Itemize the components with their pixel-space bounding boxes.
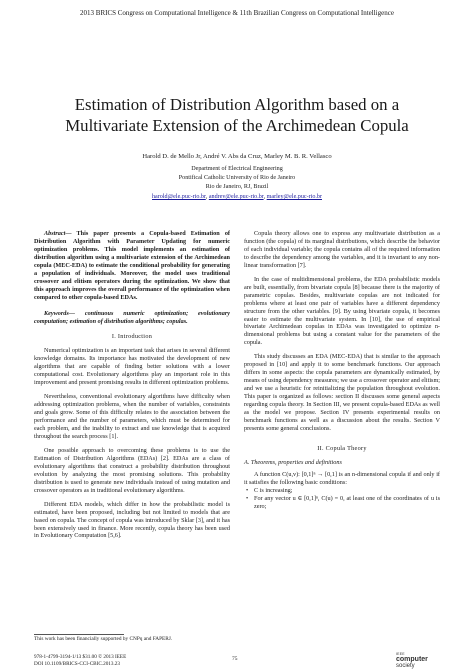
affiliation-department: Department of Electrical Engineering	[191, 166, 283, 172]
keywords	[34, 310, 230, 326]
logo-society-text: society	[396, 663, 415, 669]
section-heading-copula-theory: II. Copula Theory	[317, 444, 367, 452]
conference-header: 2013 BRICS Congress on Computational Intelligence & 11th Brazilian Congress on Computational Intelligence	[80, 9, 394, 17]
abstract-text: This paper presents a Copula-based Estimation of Distribution Algorithm with Parameter Updating for numeric optimization problems. This model implements an estimation of distribution algorithm using a multivariate extension of the Archimedean copula (MEC-EDA) to estimate the conditional probability for generating a population of individuals. Moreover, the model uses traditional crossover and elitism operators during the optimization. We show that this approach improves the overall performance of the optimization when compared to other copula-based EDAs.	[34, 230, 230, 301]
list-item: • For any vector u ∈ [0,1]ⁿ, C(u) = 0, at least one of the coordinates of u is zero;	[244, 495, 440, 511]
left-column	[34, 230, 230, 540]
definition-paragraph: A function C(u,v): [0,1]ⁿ → [0,1] is an n-dimensional copula if and only if it satisfies the following basic conditions:	[244, 470, 440, 486]
footnote-rule	[34, 634, 124, 635]
list-item: • C is increasing;	[244, 487, 440, 495]
subsection-heading: A. Theorems, properties and definitions	[244, 458, 342, 466]
footer-isbn: 978-1-4799-3194-1/13 $31.00 © 2013 IEEE	[34, 654, 127, 660]
section-heading-introduction: I. Introduction	[111, 333, 153, 341]
copula-paragraph-2: In the case of multidimensional problems, the EDA probabilistic models are built, essentially, from bivariate copula [8] because there is the majority of parametric copulas. Besides, multivariate copulas are not indicated for problems where at least one pair of variables have a different dependency structure from the other variables. [9]. By using bivariate copula, it becomes easier to estimate the multivariate system. In [10], the use of empirical bivariate Archimedean copulas in EDAs was investigated to optimize n-dimensional problems but using a constant value for the parameters of the copula.	[244, 275, 440, 347]
abstract	[34, 230, 230, 302]
copula-paragraph-3: This study discusses an EDA (MEC-EDA) that is similar to the approach proposed in [10] and apply it to some benchmark functions. Our approach differs in some aspects: the copula parameters are dynamically estimated, by means of using dependency measures; we use a crossover operator and elitism; and we use a heuristic for reinitializing the population throughout evolution. This paper is organized as follows: section II discusses some general aspects regarding copula theory. In Section III, we present copula-based EDAs as well as the model we propose. Section IV presents experimental results on benchmark functions as well as a discussion about the results. Section V presents some general conclusions.	[244, 353, 440, 432]
footnote: This work has been financially supported by CNPq and FAPERJ.	[34, 636, 173, 642]
title-line-2: Multivariate Extension of the Archimedean Copula	[65, 116, 409, 135]
ieee-computer-society-logo	[396, 652, 428, 669]
email-link-1[interactable]: harold@ele.puc-rio.br	[152, 194, 206, 200]
page-number: 75	[232, 656, 238, 662]
email-link-3[interactable]: marley@ele.puc-rio.br	[266, 194, 322, 200]
copula-paragraph-1: Copula theory allows one to express any multivariate distribution as a function (the copula) of its marginal distributions, which describe the behavior of each individual variable; the copula contains all of the required information to describe the dependency among the variables, and it is invariant to any non-linear transformation [7].	[244, 230, 440, 269]
author-emails: harold@ele.puc-rio.br, andrev@ele.puc-rio.br, marley@ele.puc-rio.br	[152, 194, 322, 200]
keywords-text: continuous numeric optimization; evolutionary computation; estimation of distribution algorithms; copulas.	[34, 309, 230, 325]
affiliation-location: Rio de Janeiro, RJ, Brazil	[205, 184, 269, 190]
title-line-1: Estimation of Distribution Algorithm based on a	[74, 95, 400, 114]
affiliation-university: Pontifical Catholic University of Rio de Janeiro	[178, 175, 296, 181]
email-link-2[interactable]: andrev@ele.puc-rio.br	[208, 194, 264, 200]
abstract-label: Abstract—	[44, 230, 72, 237]
logo-computer-text: computer	[396, 656, 428, 663]
keywords-label: Keywords—	[44, 309, 75, 317]
intro-paragraph-1: Numerical optimization is an important task that arises in several different knowledge domains. Its importance has motivated the development of new algorithms that are capable of finding better solutions with a lower computational cost. Evolutionary algorithms play an important role in this improvement and present promising results in different optimization problems.	[34, 347, 230, 387]
intro-paragraph-2: Nevertheless, conventional evolutionary algorithms have difficulty when addressing optimization problems, when the number of variables, constraints and goals grow. Some of this difficulty relates to the association between the performance and the number of parameters, which must be determined for each problem, and the inability to extract and use knowledge that is acquired throughout the search process [1].	[34, 393, 230, 440]
intro-paragraph-3: One possible approach to overcoming these problems is to use the Estimation of Distribution Algorithms (EDAs) [2]. EDAs are a class of evolutionary algorithms that construct a probability distribution throughout evolution by analyzing the most promising solutions. This probability distribution is used to generate new individuals instead of using mutation and crossover operators as in traditional evolutionary algorithms.	[34, 446, 230, 494]
authors: Harold D. de Mello Jr, André V. Abs da Cruz, Marley M. B. R. Vellasco	[142, 153, 332, 160]
intro-paragraph-4: Different EDA models, which differ in how the probabilistic model is estimated, have been proposed, including but not limited to models that are based on copula. The concept of copula was introduced by Sklar [3], and it has been extensively used in finance. More recently, copula theory has been used in Evolutionary Computation [5,6].	[34, 500, 230, 540]
logo-ieee-text: IEEE	[396, 652, 405, 656]
right-column	[244, 230, 440, 511]
footer-doi: DOI 10.1109/BRICS-CCI-CBIC.2013.23	[34, 661, 120, 667]
paper-title	[36, 94, 438, 136]
